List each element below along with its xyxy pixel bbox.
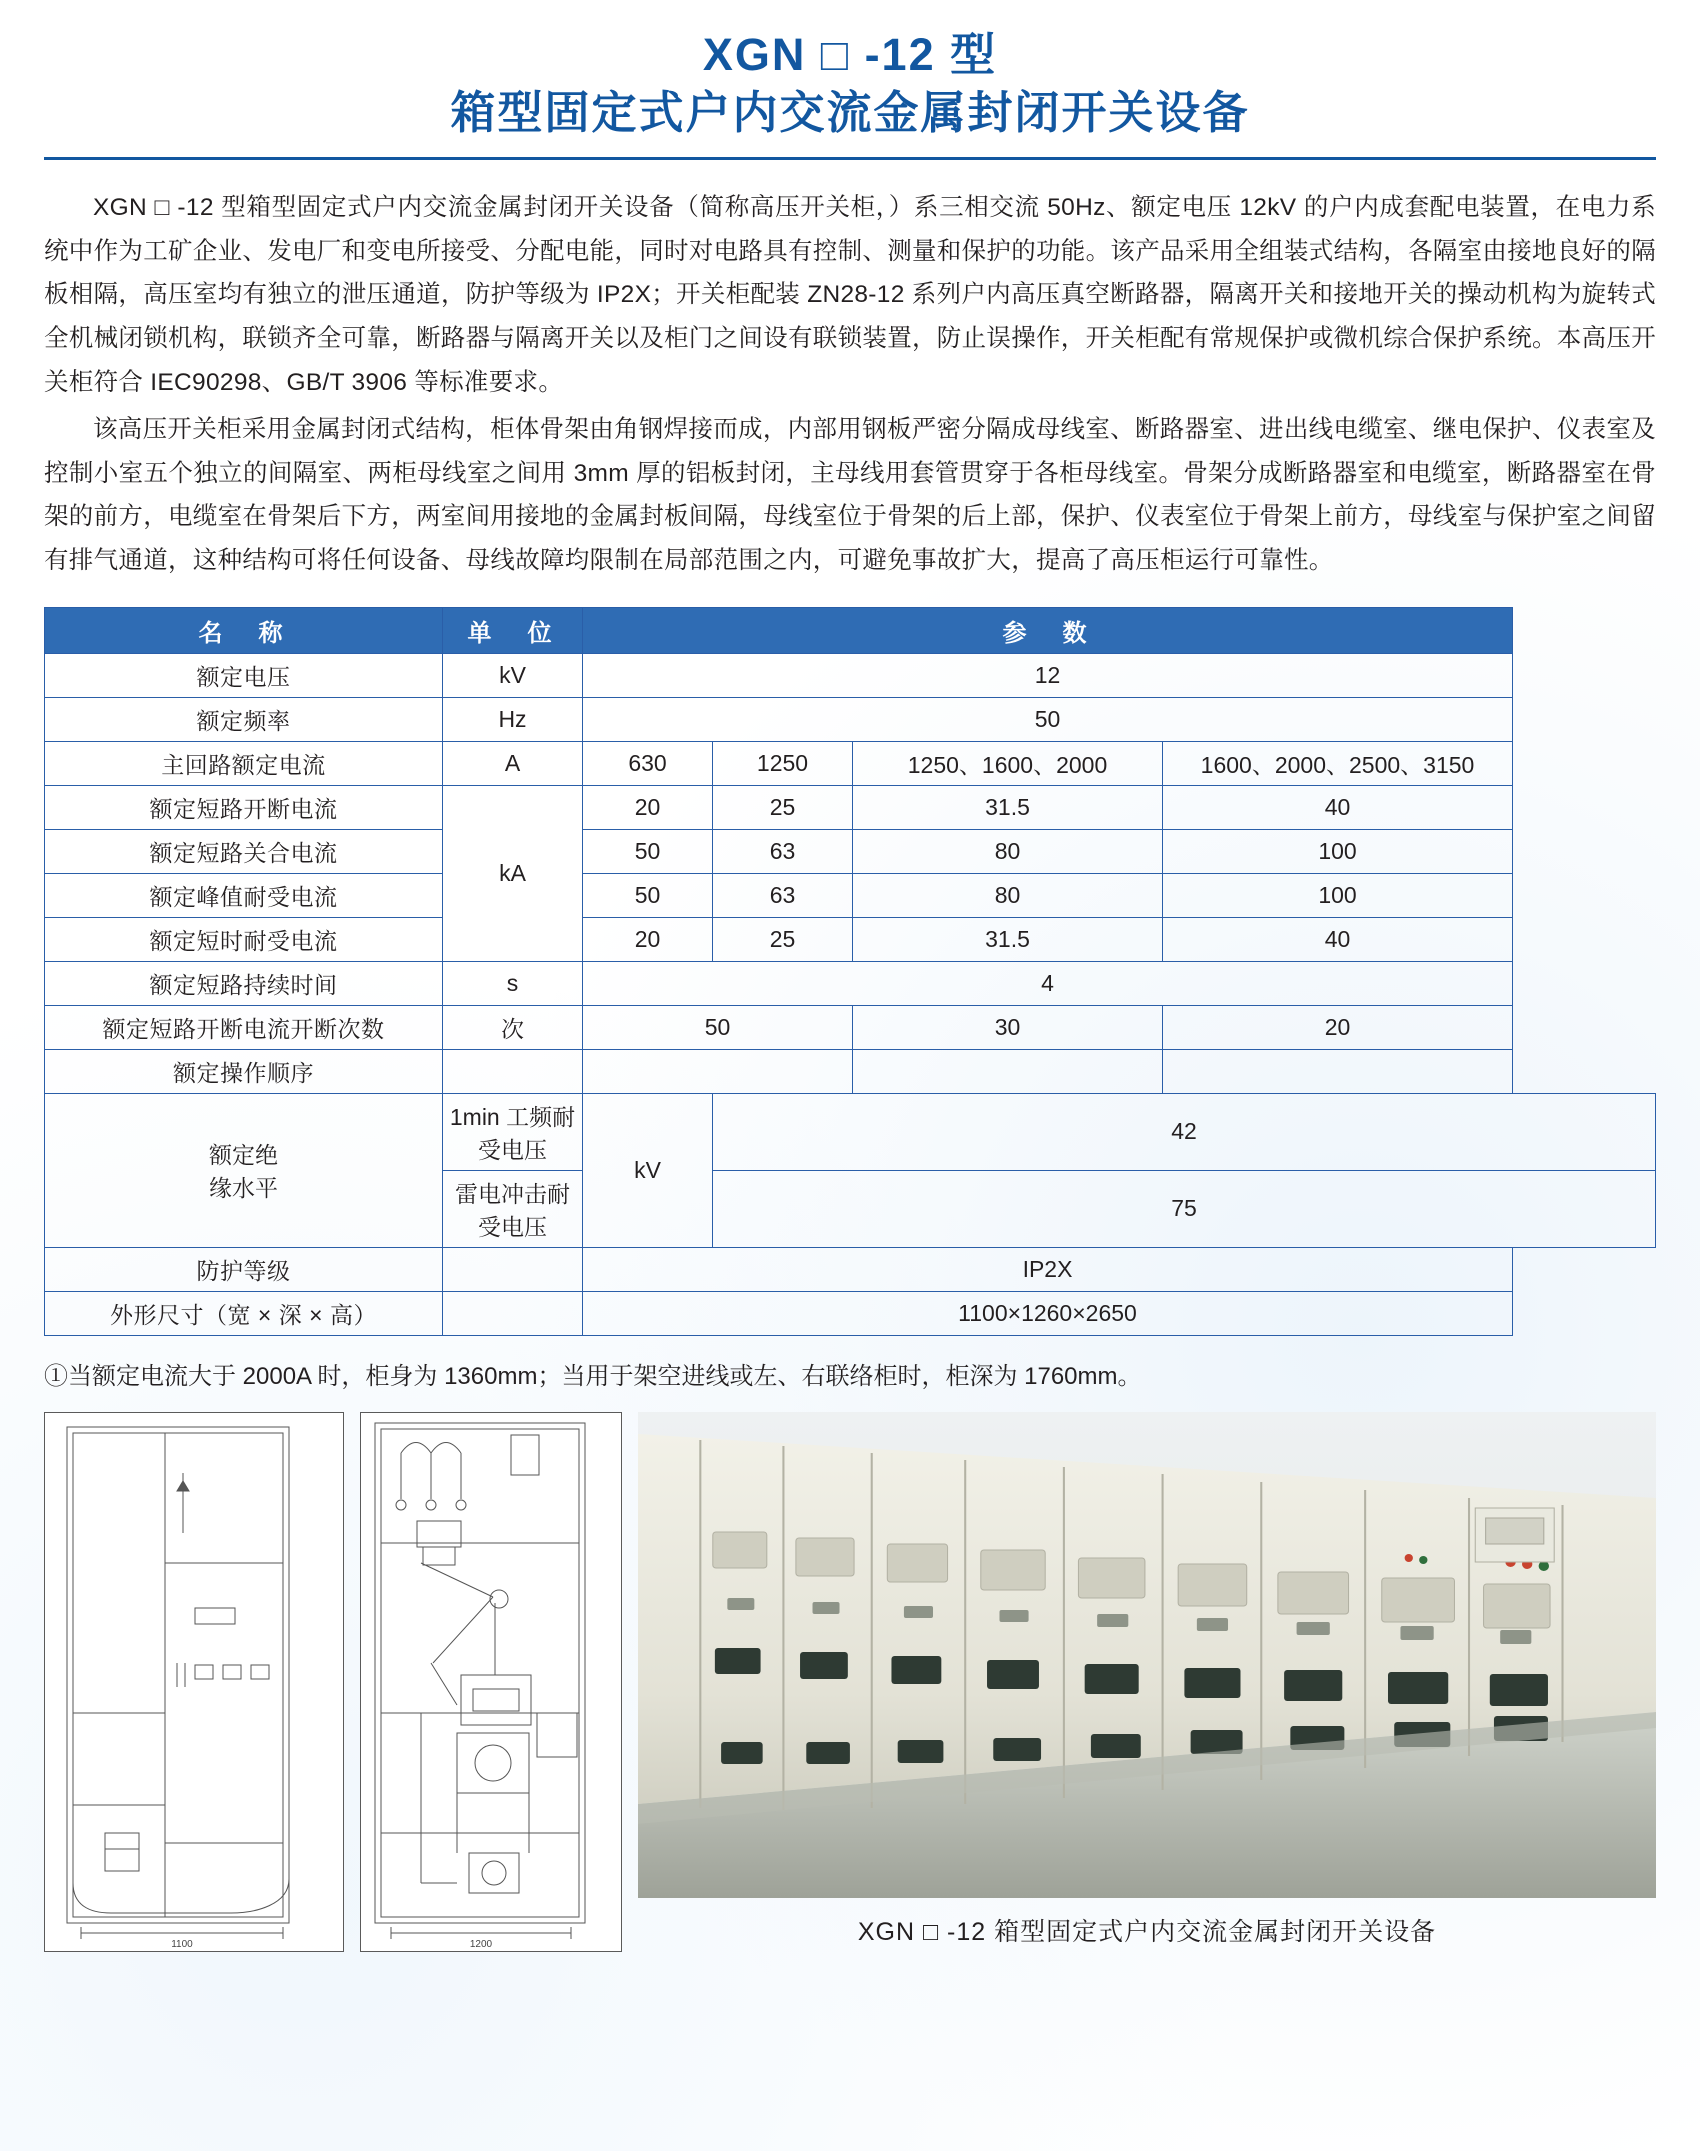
row-value: 20 <box>1163 1005 1513 1049</box>
insulation-label-line-2: 缘水平 <box>209 1175 278 1202</box>
row-name: 额定短路持续时间 <box>45 961 443 1005</box>
footnote: ①当额定电流大于 2000A 时，柜身为 1360mm；当用于架空进线或左、右联络柜时，柜深为 1760mm。 <box>44 1362 1142 1390</box>
section-view-svg <box>361 1413 623 1953</box>
table-row <box>45 961 1656 1005</box>
row-value: 100 <box>1163 829 1513 873</box>
row-value: 1250、1600、2000 <box>853 741 1163 785</box>
table-row <box>45 1005 1656 1049</box>
row-value: 50 <box>583 697 1513 741</box>
table-row <box>45 1049 1656 1093</box>
insulation-value: 42 <box>713 1093 1656 1170</box>
row-name: 额定短路关合电流 <box>45 829 443 873</box>
row-name: 额定电压 <box>45 653 443 697</box>
table-row <box>45 1247 1656 1291</box>
row-unit <box>443 1049 583 1093</box>
header-unit: 单 位 <box>443 607 583 653</box>
row-value: 63 <box>713 873 853 917</box>
table-row <box>45 873 1656 917</box>
row-value: 31.5 <box>853 785 1163 829</box>
table-row <box>45 741 1656 785</box>
row-value <box>853 1049 1163 1093</box>
row-value: 25 <box>713 785 853 829</box>
insulation-row-name: 雷电冲击耐受电压 <box>443 1170 583 1247</box>
row-value: 25 <box>713 917 853 961</box>
row-name: 主回路额定电流 <box>45 741 443 785</box>
header-parameters: 参 数 <box>583 607 1513 653</box>
row-value: 50 <box>583 873 713 917</box>
row-unit: s <box>443 961 583 1005</box>
table-row <box>45 829 1656 873</box>
row-unit: kA <box>443 785 583 961</box>
table-row <box>45 1291 1656 1335</box>
row-value: 20 <box>583 917 713 961</box>
row-value: 31.5 <box>853 917 1163 961</box>
row-value <box>1163 1049 1513 1093</box>
switchgear-lineup-illustration <box>638 1412 1656 1898</box>
row-value: 50 <box>583 829 713 873</box>
row-value: 30 <box>853 1005 1163 1049</box>
insulation-row-name: 1min 工频耐受电压 <box>443 1093 583 1170</box>
row-value: 80 <box>853 829 1163 873</box>
row-unit: 次 <box>443 1005 583 1049</box>
table-row <box>45 653 1656 697</box>
row-name: 额定操作顺序 <box>45 1049 443 1093</box>
row-value: 80 <box>853 873 1163 917</box>
title-line-1: XGN □ -12 型 <box>702 29 998 80</box>
row-name: 防护等级 <box>45 1247 443 1291</box>
row-unit: Hz <box>443 697 583 741</box>
figure-caption: XGN □ -12 箱型固定式户内交流金属封闭开关设备 <box>857 1918 1437 1947</box>
svg-text:1200: 1200 <box>469 1939 493 1951</box>
row-value: 40 <box>1163 917 1513 961</box>
row-value: 50 <box>583 1005 853 1049</box>
row-value: 100 <box>1163 873 1513 917</box>
table-header-row <box>45 607 1656 653</box>
row-unit <box>443 1291 583 1335</box>
row-name: 额定短时耐受电流 <box>45 917 443 961</box>
insulation-group-label <box>45 1093 443 1247</box>
table-row <box>45 697 1656 741</box>
product-photo-block <box>638 1412 1656 1952</box>
row-value: 630 <box>583 741 713 785</box>
row-value: 1250 <box>713 741 853 785</box>
paragraph-1: XGN □ -12 型箱型固定式户内交流金属封闭开关设备（简称高压开关柜，）系三相交流 50Hz、额定电压 12kV 的户内成套配电装置，在电力系统中作为工矿企业、发电厂和变电所接受、分配电能，同时对电路具有控制、测量和保护的功能。该产品采用全组装式结构，各隔室由接地良好的隔板相隔，高压室均有独立的泄压通道，防护等级为 IP2X；开关柜配装 ZN28-12 系列户内高压真空断路器，隔离开关和接地开关的操动机构为旋转式全机械闭锁机构，联锁齐全可靠，断路器与隔离开关以及柜门之间设有联锁装置，防止误操作，开关柜配有常规保护或微机综合保护系统。本高压开关柜符合 IEC90298、GB/T 3906 等标准要求。 <box>44 194 1656 396</box>
row-unit <box>443 1247 583 1291</box>
table-row <box>45 1093 1656 1170</box>
figure-row <box>44 1412 1656 1972</box>
product-photo <box>638 1412 1656 1898</box>
table-row <box>45 917 1656 961</box>
row-value: 1100×1260×2650 <box>583 1291 1513 1335</box>
paragraph-2: 该高压开关柜采用金属封闭式结构，柜体骨架由角钢焊接而成，内部用钢板严密分隔成母线室、断路器室、进出线电缆室、继电保护、仪表室及控制小室五个独立的间隔室、两柜母线室之间用 3mm 厚的铝板封闭，主母线用套管贯穿于各柜母线室。骨架分成断路器室和电缆室，断路器室在骨架的前方，电缆室在骨架后下方，两室间用接地的金属封板间隔，母线室位于骨架的后上部，保护、仪表室位于骨架上前方，母线室与保护室之间留有排气通道，这种结构可将任何设备、母线故障均限制在局部范围之内，可避免事故扩大，提高了高压柜运行可靠性。 <box>44 416 1656 575</box>
header-name: 名 称 <box>45 607 443 653</box>
table-row <box>45 785 1656 829</box>
section-view-drawing <box>360 1412 622 1952</box>
row-value: 1600、2000、2500、3150 <box>1163 741 1513 785</box>
row-unit: A <box>443 741 583 785</box>
row-name: 额定短路开断电流 <box>45 785 443 829</box>
row-name: 额定频率 <box>45 697 443 741</box>
row-value: 12 <box>583 653 1513 697</box>
body-text <box>44 186 1656 582</box>
row-unit: kV <box>443 653 583 697</box>
row-value: 63 <box>713 829 853 873</box>
specification-table <box>44 607 1656 1336</box>
row-value: IP2X <box>583 1247 1513 1291</box>
row-value: 40 <box>1163 785 1513 829</box>
insulation-label-line-1: 额定绝 <box>209 1142 278 1169</box>
insulation-value: 75 <box>713 1170 1656 1247</box>
front-view-drawing <box>44 1412 344 1952</box>
row-name: 额定短路开断电流开断次数 <box>45 1005 443 1049</box>
front-view-svg <box>45 1413 345 1953</box>
row-value <box>583 1049 853 1093</box>
row-value: 4 <box>583 961 1513 1005</box>
insulation-unit: kV <box>583 1093 713 1247</box>
row-name: 外形尺寸（宽 × 深 × 高） <box>45 1291 443 1335</box>
row-value: 20 <box>583 785 713 829</box>
page-title <box>44 0 1656 160</box>
title-divider <box>44 157 1656 160</box>
title-line-2: 箱型固定式户内交流金属封闭开关设备 <box>450 86 1250 138</box>
svg-text:1100: 1100 <box>171 1939 193 1951</box>
row-name: 额定峰值耐受电流 <box>45 873 443 917</box>
